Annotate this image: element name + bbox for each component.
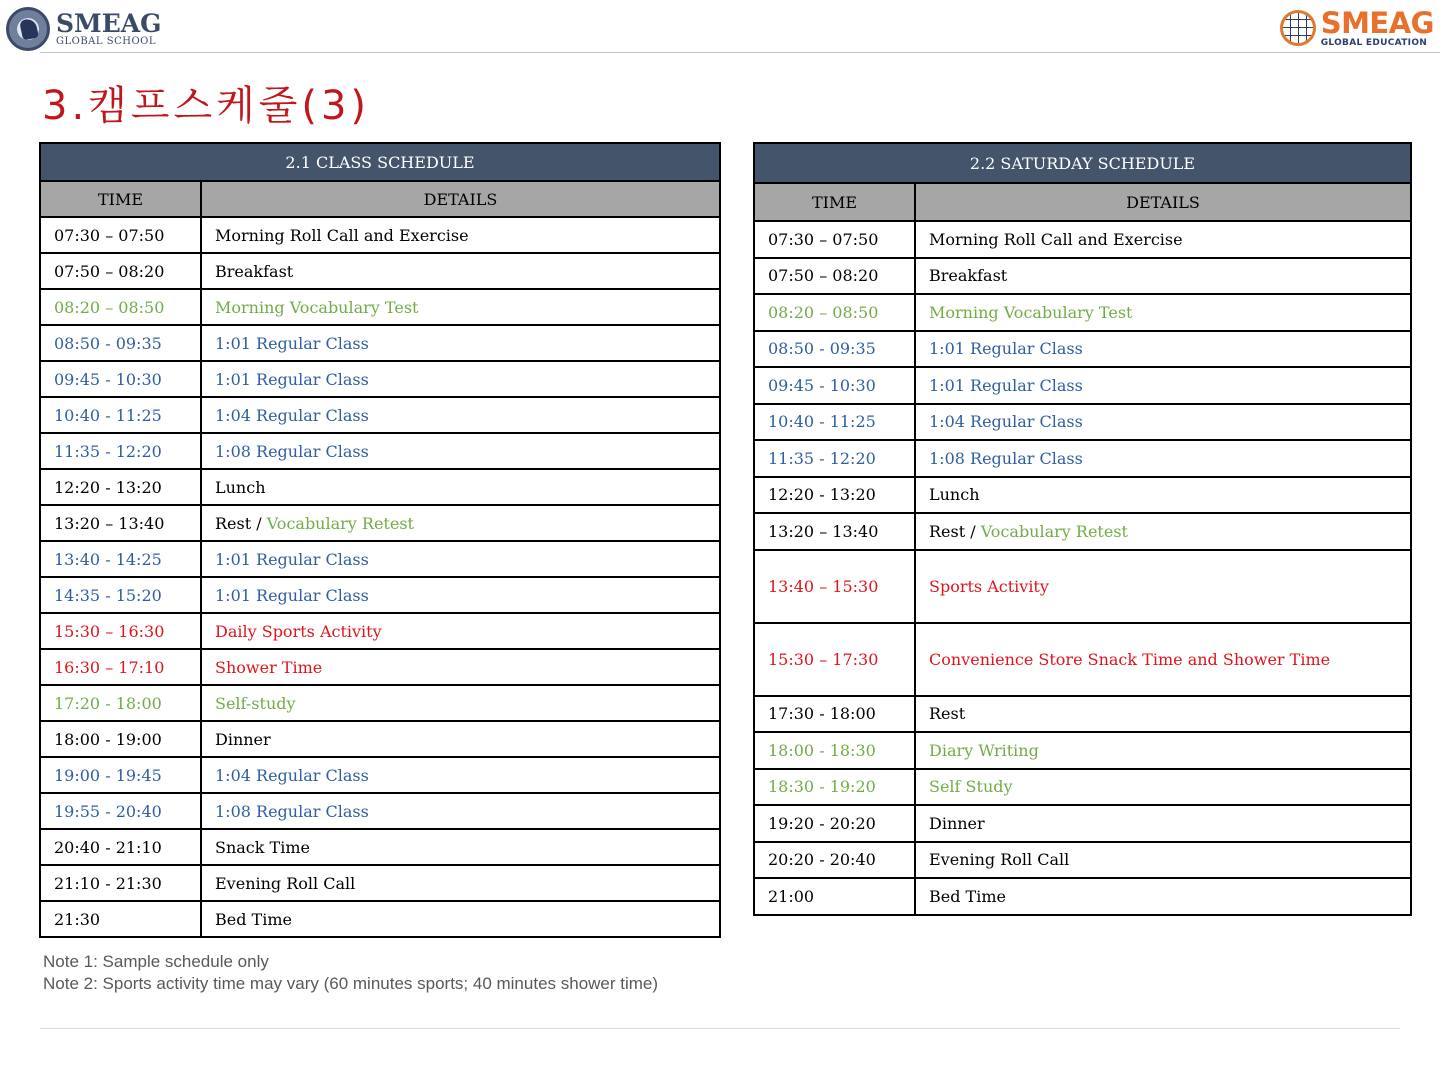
time-cell: 08:20 – 08:50: [40, 289, 201, 325]
details-text: Morning Roll Call and Exercise: [929, 229, 1183, 249]
globe-icon: [1280, 10, 1316, 46]
details-cell: [915, 221, 1411, 258]
details-text: Bed Time: [215, 909, 292, 929]
time-cell: 07:50 – 08:20: [754, 258, 915, 295]
details-cell: [201, 505, 720, 541]
details-text: Evening Roll Call: [929, 850, 1070, 870]
time-cell: 09:45 - 10:30: [40, 361, 201, 397]
details-text: Sports Activity: [929, 576, 1049, 596]
details-cell: [915, 367, 1411, 404]
column-header-details: DETAILS: [201, 181, 720, 217]
details-cell: [201, 361, 720, 397]
table-row: [40, 433, 720, 469]
table-row: [754, 623, 1411, 696]
details-text: Shower Time: [215, 657, 323, 677]
time-cell: 17:20 - 18:00: [40, 685, 201, 721]
table-row: [754, 769, 1411, 806]
details-text: Rest /: [929, 521, 981, 541]
details-cell: [201, 865, 720, 901]
footer-divider: [40, 1028, 1400, 1029]
class-schedule-title: 2.1 CLASS SCHEDULE: [40, 143, 720, 181]
time-cell: 18:00 - 19:00: [40, 721, 201, 757]
time-cell: 12:20 - 13:20: [40, 469, 201, 505]
table-row: [754, 367, 1411, 404]
time-cell: 07:50 – 08:20: [40, 253, 201, 289]
time-cell: 08:20 – 08:50: [754, 294, 915, 331]
details-cell: [915, 294, 1411, 331]
details-text: 1:08 Regular Class: [929, 448, 1083, 468]
details-cell: [201, 901, 720, 937]
right-logo-subtitle: GLOBAL EDUCATION: [1320, 37, 1428, 48]
details-text: Snack Time: [215, 837, 310, 857]
table-row: [754, 696, 1411, 733]
details-cell: [201, 577, 720, 613]
details-text: 1:01 Regular Class: [215, 333, 369, 353]
table-row: [754, 842, 1411, 879]
details-cell: [201, 721, 720, 757]
table-row: [40, 793, 720, 829]
table-row: [754, 440, 1411, 477]
time-cell: 10:40 - 11:25: [754, 404, 915, 441]
details-text: 1:04 Regular Class: [215, 405, 369, 425]
time-cell: 13:20 – 13:40: [40, 505, 201, 541]
details-cell: [201, 217, 720, 253]
time-cell: 16:30 – 17:10: [40, 649, 201, 685]
table-row: [40, 469, 720, 505]
class-schedule-body: [40, 217, 720, 937]
table-row: [754, 404, 1411, 441]
details-text: Rest /: [215, 513, 267, 533]
table-row: [40, 685, 720, 721]
details-cell: [201, 541, 720, 577]
time-cell: 18:30 - 19:20: [754, 769, 915, 806]
time-cell: 11:35 - 12:20: [754, 440, 915, 477]
table-row: [754, 258, 1411, 295]
time-cell: 21:00: [754, 878, 915, 915]
details-cell: [915, 258, 1411, 295]
table-row: [40, 649, 720, 685]
time-cell: 17:30 - 18:00: [754, 696, 915, 733]
note-2: Note 2: Sports activity time may vary (60 minutes sports; 40 minutes shower time): [43, 974, 659, 993]
details-text: Lunch: [929, 485, 980, 505]
details-text: 1:01 Regular Class: [929, 375, 1083, 395]
time-cell: 13:40 - 14:25: [40, 541, 201, 577]
details-text: 1:04 Regular Class: [215, 765, 369, 785]
time-cell: 07:30 – 07:50: [754, 221, 915, 258]
column-header-details: DETAILS: [915, 183, 1411, 221]
table-row: [40, 325, 720, 361]
table-row: [754, 331, 1411, 368]
saturday-schedule-table: [753, 142, 1412, 916]
details-text: 1:01 Regular Class: [929, 339, 1083, 359]
details-text: Convenience Store Snack Time and Shower Time: [929, 649, 1331, 669]
details-cell: [915, 623, 1411, 696]
details-cell: [915, 477, 1411, 514]
time-cell: 11:35 - 12:20: [40, 433, 201, 469]
table-row: [754, 221, 1411, 258]
horse-emblem-icon: [6, 7, 50, 51]
details-text: Morning Roll Call and Exercise: [215, 225, 469, 245]
details-cell: [915, 696, 1411, 733]
table-row: [40, 541, 720, 577]
time-cell: 09:45 - 10:30: [754, 367, 915, 404]
page-title: 3.캠프스케줄(3): [42, 83, 371, 129]
details-cell: [915, 513, 1411, 550]
left-logo-name: SMEAG: [56, 9, 162, 38]
details-cell: [915, 331, 1411, 368]
details-cell: [201, 613, 720, 649]
column-header-time: TIME: [754, 183, 915, 221]
table-row: [754, 732, 1411, 769]
time-cell: 07:30 – 07:50: [40, 217, 201, 253]
details-cell: [201, 289, 720, 325]
table-row: [40, 901, 720, 937]
details-text: Evening Roll Call: [215, 873, 356, 893]
note-1: Note 1: Sample schedule only: [43, 952, 269, 971]
details-cell: [201, 757, 720, 793]
details-text: Self-study: [215, 693, 296, 713]
details-cell: [201, 685, 720, 721]
details-text: Rest: [929, 704, 966, 724]
table-row: [40, 361, 720, 397]
column-header-time: TIME: [40, 181, 201, 217]
table-row: [40, 505, 720, 541]
details-text: Breakfast: [929, 266, 1008, 286]
details-cell: [915, 550, 1411, 623]
details-text: Dinner: [929, 813, 985, 833]
table-row: [40, 721, 720, 757]
time-cell: 13:40 – 15:30: [754, 550, 915, 623]
details-cell: [201, 469, 720, 505]
table-row: [40, 757, 720, 793]
saturday-schedule-body: [754, 221, 1411, 915]
table-row: [754, 477, 1411, 514]
details-cell: [915, 404, 1411, 441]
time-cell: 20:40 - 21:10: [40, 829, 201, 865]
details-text: Bed Time: [929, 886, 1006, 906]
time-cell: 19:20 - 20:20: [754, 805, 915, 842]
details-text: 1:01 Regular Class: [215, 549, 369, 569]
details-cell: [915, 842, 1411, 879]
details-cell: [201, 397, 720, 433]
table-row: [40, 829, 720, 865]
time-cell: 15:30 – 17:30: [754, 623, 915, 696]
table-row: [754, 550, 1411, 623]
time-cell: 19:00 - 19:45: [40, 757, 201, 793]
details-text: Breakfast: [215, 261, 294, 281]
class-schedule-table: [39, 142, 721, 938]
table-row: [40, 289, 720, 325]
time-cell: 20:20 - 20:40: [754, 842, 915, 879]
details-text: Lunch: [215, 477, 266, 497]
details-cell: [201, 325, 720, 361]
smeag-global-education-logo: [1280, 5, 1434, 48]
details-text: Dinner: [215, 729, 271, 749]
notes: [43, 951, 658, 995]
time-cell: 13:20 – 13:40: [754, 513, 915, 550]
table-row: [40, 613, 720, 649]
details-text: 1:04 Regular Class: [929, 412, 1083, 432]
table-row: [40, 577, 720, 613]
table-row: [40, 865, 720, 901]
details-extra-text: Vocabulary Retest: [980, 521, 1128, 541]
details-cell: [915, 878, 1411, 915]
details-text: 1:01 Regular Class: [215, 585, 369, 605]
time-cell: 08:50 - 09:35: [40, 325, 201, 361]
details-cell: [201, 649, 720, 685]
details-text: 1:08 Regular Class: [215, 801, 369, 821]
details-cell: [201, 829, 720, 865]
time-cell: 10:40 - 11:25: [40, 397, 201, 433]
table-row: [40, 253, 720, 289]
time-cell: 18:00 - 18:30: [754, 732, 915, 769]
time-cell: 08:50 - 09:35: [754, 331, 915, 368]
details-cell: [915, 769, 1411, 806]
right-logo-name: SMEAG: [1320, 5, 1434, 40]
details-text: Morning Vocabulary Test: [215, 297, 419, 317]
header-divider: [40, 52, 1440, 53]
table-row: [754, 513, 1411, 550]
details-text: Morning Vocabulary Test: [929, 302, 1133, 322]
time-cell: 21:10 - 21:30: [40, 865, 201, 901]
table-row: [40, 217, 720, 253]
time-cell: 12:20 - 13:20: [754, 477, 915, 514]
details-text: Daily Sports Activity: [215, 621, 382, 641]
details-cell: [201, 253, 720, 289]
time-cell: 21:30: [40, 901, 201, 937]
table-row: [754, 294, 1411, 331]
time-cell: 15:30 – 16:30: [40, 613, 201, 649]
left-logo-subtitle: GLOBAL SCHOOL: [56, 36, 156, 47]
details-cell: [201, 793, 720, 829]
time-cell: 14:35 - 15:20: [40, 577, 201, 613]
table-row: [754, 805, 1411, 842]
details-cell: [915, 440, 1411, 477]
details-text: 1:01 Regular Class: [215, 369, 369, 389]
saturday-schedule-title: 2.2 SATURDAY SCHEDULE: [754, 143, 1411, 183]
table-row: [754, 878, 1411, 915]
details-text: 1:08 Regular Class: [215, 441, 369, 461]
details-cell: [915, 805, 1411, 842]
table-row: [40, 397, 720, 433]
details-text: Diary Writing: [929, 740, 1039, 760]
details-extra-text: Vocabulary Retest: [266, 513, 414, 533]
details-text: Self Study: [929, 777, 1013, 797]
smeag-global-school-logo: [6, 6, 162, 52]
details-cell: [201, 433, 720, 469]
details-cell: [915, 732, 1411, 769]
time-cell: 19:55 - 20:40: [40, 793, 201, 829]
